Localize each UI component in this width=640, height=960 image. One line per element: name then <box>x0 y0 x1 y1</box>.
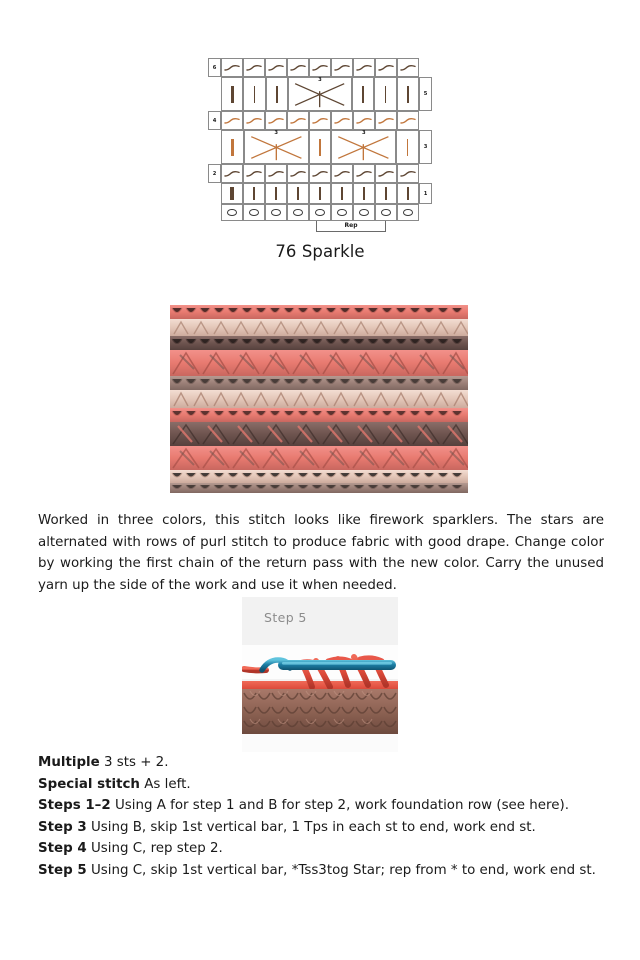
vertical-bar-icon <box>376 184 396 203</box>
purl-icon <box>376 112 396 129</box>
chart-cell-chain <box>375 204 397 221</box>
vertical-bar-icon <box>398 184 418 203</box>
row-number-spacer <box>419 58 432 77</box>
chart-cell-purl <box>397 58 419 77</box>
chart-row-cells <box>221 183 419 204</box>
purl-icon <box>266 165 286 182</box>
instruction-line <box>38 774 608 796</box>
purl-icon <box>266 59 286 76</box>
instruction-label: Special stitch <box>38 776 140 792</box>
stitch-swatch-photo <box>170 305 468 493</box>
purl-icon <box>332 59 352 76</box>
instructions-list <box>38 752 608 881</box>
chart-cell-star <box>331 130 396 164</box>
purl-icon <box>310 59 330 76</box>
chart-row <box>208 111 432 130</box>
row-number-6: 6 <box>208 58 221 77</box>
rep-label: Rep <box>344 221 358 229</box>
chart-cell-purl <box>331 58 353 77</box>
chart-cell-bar <box>375 183 397 204</box>
chart-cell-purl <box>221 111 243 130</box>
chart-cell-chain <box>221 204 243 221</box>
row-number-spacer <box>208 77 221 111</box>
chart-cell-chain <box>353 204 375 221</box>
chart-cell-bar <box>309 183 331 204</box>
row-number-spacer <box>419 111 432 130</box>
vertical-bar-icon <box>244 184 264 203</box>
chart-cell-bar <box>243 183 265 204</box>
chart-cell-purl <box>265 111 287 130</box>
chart-cell-purl <box>397 164 419 183</box>
purl-icon <box>244 112 264 129</box>
chart-cell-bar <box>265 183 287 204</box>
instruction-line <box>38 752 608 774</box>
instruction-text: Using C, rep step 2. <box>90 841 223 856</box>
row-number-2: 2 <box>208 164 221 183</box>
chart-cell-purl <box>265 58 287 77</box>
chart-cell-bar <box>397 183 419 204</box>
chart-cell-bar <box>353 183 375 204</box>
star-count-label: 3 <box>361 130 366 136</box>
chart-cell-bar <box>221 130 244 164</box>
instruction-text: Using A for step 1 and B for step 2, work foundation row (see here). <box>114 798 569 813</box>
vertical-bar-icon <box>332 184 352 203</box>
purl-icon <box>376 59 396 76</box>
chart-row-cells <box>221 58 419 77</box>
purl-icon <box>354 112 374 129</box>
chart-cell-chain <box>287 204 309 221</box>
row-number-spacer <box>419 204 432 221</box>
vertical-bar-icon <box>266 184 286 203</box>
purl-icon <box>266 112 286 129</box>
chart-cell-chain <box>309 204 331 221</box>
instruction-label: Steps 1–2 <box>38 798 111 813</box>
chain-stitch-icon <box>244 205 264 220</box>
vertical-bar-icon <box>267 78 287 110</box>
chart-cell-purl <box>265 164 287 183</box>
chart-cell-purl <box>243 164 265 183</box>
vertical-bar-icon <box>310 184 330 203</box>
star-count-label: 3 <box>318 77 322 83</box>
purl-icon <box>222 112 242 129</box>
chart-row <box>208 130 432 164</box>
purl-icon <box>354 165 374 182</box>
chart-row-cells <box>221 204 419 221</box>
chart-cell-purl <box>243 58 265 77</box>
chart-cell-bar <box>266 77 288 111</box>
vertical-bar-icon <box>310 131 331 163</box>
instruction-label: Step 5 <box>38 862 87 878</box>
chart-cell-bar <box>352 77 374 111</box>
purl-icon <box>398 165 418 182</box>
chart-cell-bar <box>221 77 243 111</box>
chart-cell-chain <box>331 204 353 221</box>
chart-cell-chain <box>397 204 419 221</box>
chart-cell-purl <box>353 111 375 130</box>
vertical-bar-icon <box>244 78 264 110</box>
step-photo-label: Step 5 <box>264 610 307 625</box>
purl-icon <box>222 165 242 182</box>
purl-icon <box>310 112 330 129</box>
row-number-1: 1 <box>419 183 432 204</box>
chart-cell-bar <box>331 183 353 204</box>
vertical-bar-icon <box>222 184 242 203</box>
instruction-text: 3 sts + 2. <box>103 755 169 770</box>
instruction-line <box>38 838 608 860</box>
chart-cell-purl <box>375 111 397 130</box>
star-count-label: 3 <box>274 130 279 136</box>
chart-cell-purl <box>243 111 265 130</box>
chain-stitch-icon <box>266 205 286 220</box>
row-number-5: 5 <box>419 77 432 111</box>
chain-stitch-icon <box>354 205 374 220</box>
vertical-bar-icon <box>353 78 373 110</box>
chart-cell-star <box>244 130 309 164</box>
chart-cell-purl <box>375 164 397 183</box>
chart-cell-bar <box>374 77 396 111</box>
chart-row-foundation <box>208 204 432 221</box>
purl-icon <box>398 59 418 76</box>
vertical-bar-icon <box>288 184 308 203</box>
purl-icon <box>376 165 396 182</box>
chart-cell-purl <box>353 164 375 183</box>
chart-cell-purl <box>397 111 419 130</box>
chart-cell-chain <box>265 204 287 221</box>
chart-cell-purl <box>331 111 353 130</box>
chart-row <box>208 58 432 77</box>
vertical-bar-icon <box>375 78 395 110</box>
chart-row <box>208 77 432 111</box>
chart-cell-purl <box>221 58 243 77</box>
purl-icon <box>310 165 330 182</box>
instruction-text: As left. <box>144 776 191 792</box>
chart-cell-purl <box>353 58 375 77</box>
step-photo <box>242 597 398 752</box>
chart-cell-bar <box>309 130 332 164</box>
chart-row-cells <box>221 164 419 183</box>
purl-icon <box>332 165 352 182</box>
chart-cell-bar <box>396 130 419 164</box>
vertical-bar-icon <box>222 131 243 163</box>
chart-cell-purl <box>309 111 331 130</box>
chart-grid <box>208 58 432 234</box>
chart-cell-purl <box>309 164 331 183</box>
chart-row <box>208 183 432 204</box>
chain-stitch-icon <box>222 205 242 220</box>
chart-cell-bar <box>287 183 309 204</box>
chart-row-cells <box>221 111 419 130</box>
instruction-text: Using B, skip 1st vertical bar, 1 Tps in each st to end, work end st. <box>90 819 536 835</box>
purl-icon <box>288 112 308 129</box>
instruction-line <box>38 817 608 839</box>
chart-row-cells <box>221 130 419 164</box>
chart-cell-bar <box>221 183 243 204</box>
instruction-label: Step 3 <box>38 819 87 835</box>
rep-bracket <box>316 221 386 232</box>
vertical-bar-icon <box>398 78 418 110</box>
row-number-4: 4 <box>208 111 221 130</box>
instruction-label: Multiple <box>38 755 100 770</box>
chart-cell-bar <box>397 77 419 111</box>
chart-cell-purl <box>287 58 309 77</box>
chart-row-cells <box>221 77 419 111</box>
purl-icon <box>288 165 308 182</box>
row-number-spacer <box>208 183 221 204</box>
chain-stitch-icon <box>332 205 352 220</box>
chart-cell-purl <box>287 164 309 183</box>
chart-cell-chain <box>243 204 265 221</box>
chain-stitch-icon <box>398 205 418 220</box>
chain-stitch-icon <box>310 205 330 220</box>
instruction-text: Using C, skip 1st vertical bar, *Tss3tog Star; rep from * to end, work end st. <box>90 862 596 878</box>
instruction-label: Step 4 <box>38 841 87 856</box>
purl-icon <box>244 165 264 182</box>
intro-paragraph: Worked in three colors, this stitch looks like firework sparklers. The stars are alternated with rows of purl stitch to produce fabric with good drape. Change color by working the first chain of the return pass with the new color. Carry the unused yarn up the side of the work and use it when needed. <box>38 513 604 593</box>
row-number-spacer <box>208 130 221 164</box>
row-number-3: 3 <box>419 130 432 164</box>
chain-stitch-icon <box>376 205 396 220</box>
row-number-spacer <box>208 204 221 221</box>
page-title: 76 Sparkle <box>275 242 365 261</box>
chart-cell-purl <box>287 111 309 130</box>
vertical-bar-icon <box>354 184 374 203</box>
purl-icon <box>332 112 352 129</box>
purl-icon <box>354 59 374 76</box>
rep-bracket-area <box>208 221 432 234</box>
purl-icon <box>288 59 308 76</box>
instruction-line <box>38 860 608 882</box>
chart-cell-bar <box>243 77 265 111</box>
purl-icon <box>398 112 418 129</box>
vertical-bar-icon <box>222 78 242 110</box>
chart-cell-purl <box>331 164 353 183</box>
chain-stitch-icon <box>288 205 308 220</box>
chart-cell-purl <box>309 58 331 77</box>
purl-icon <box>222 59 242 76</box>
instruction-line <box>38 795 608 817</box>
chart-cell-purl <box>221 164 243 183</box>
stitch-chart <box>0 58 640 261</box>
chart-cell-star <box>288 77 351 111</box>
row-number-spacer <box>419 164 432 183</box>
chart-row <box>208 164 432 183</box>
vertical-bar-icon <box>397 131 418 163</box>
chart-cell-purl <box>375 58 397 77</box>
purl-icon <box>244 59 264 76</box>
